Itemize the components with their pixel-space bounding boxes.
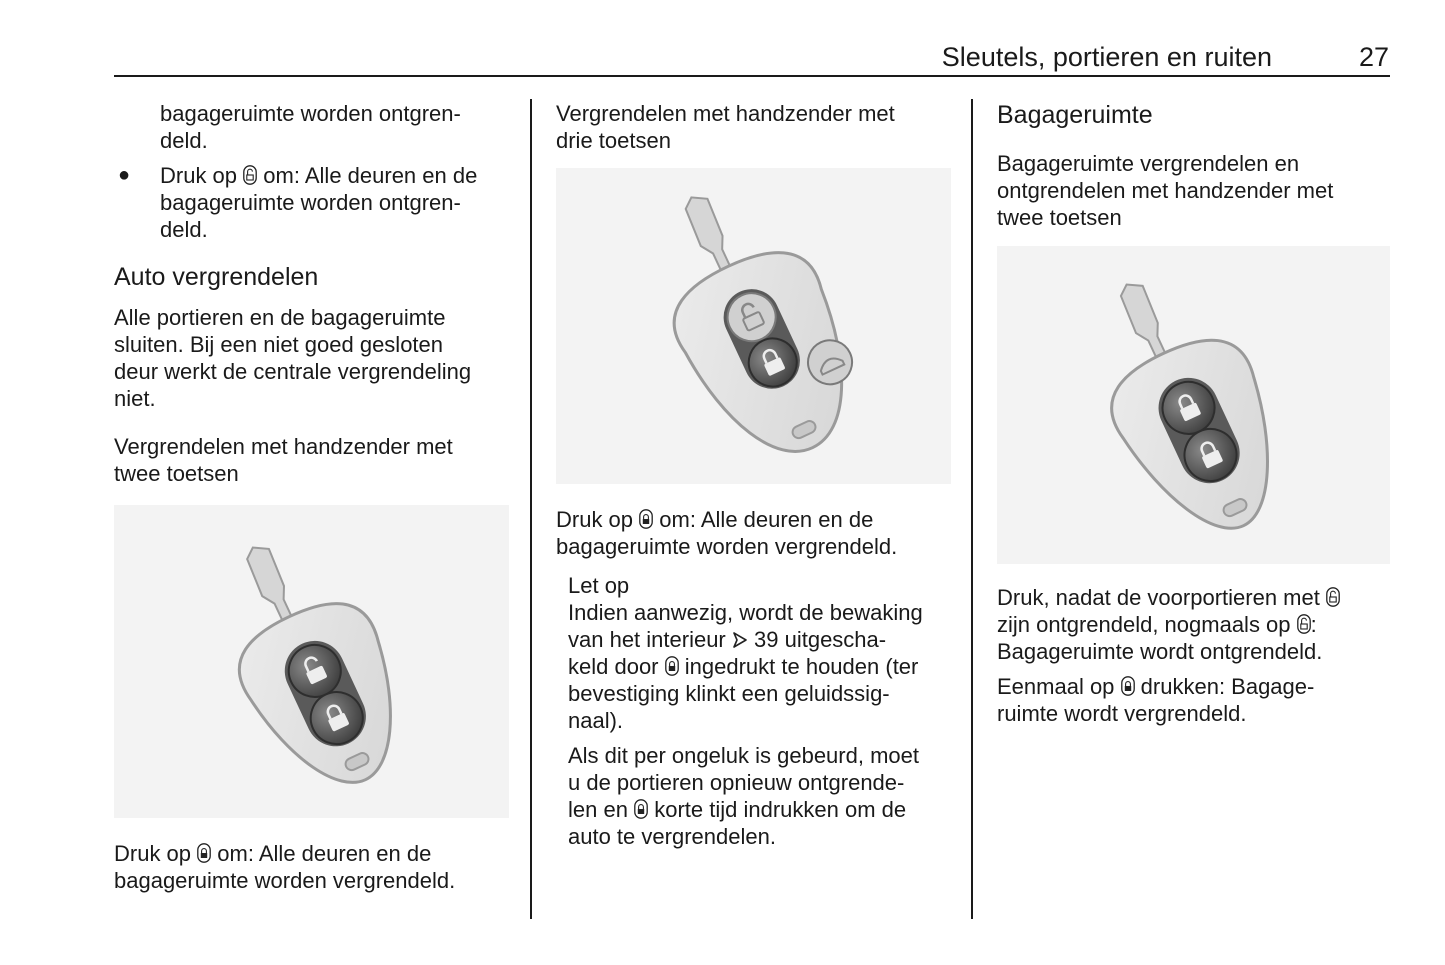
paragraph-line: deur werkt de centrale vergrendeling <box>114 359 472 384</box>
remote-key-icon <box>556 168 951 484</box>
column-divider-1 <box>530 99 532 919</box>
paragraph-line: : <box>1310 612 1317 637</box>
running-header-title: Sleutels, portieren en ruiten <box>941 42 1272 72</box>
section-heading: Bagageruimte <box>997 101 1153 129</box>
note-line: Indien aanwezig, wordt de bewaking <box>568 600 923 625</box>
caption-text: Druk op <box>114 841 192 866</box>
trunk-key-figure <box>997 246 1390 564</box>
note-line: 39 uitgescha- <box>754 627 887 652</box>
caption-text: Druk op <box>556 507 634 532</box>
unlock-icon <box>1297 614 1311 634</box>
paragraph-line: zijn ontgrendeld, nogmaals op <box>997 612 1291 637</box>
lock-icon <box>634 799 648 819</box>
remote-key-icon <box>997 246 1390 564</box>
paragraph-line: niet. <box>114 386 156 411</box>
paragraph-line: Eenmaal op <box>997 674 1115 699</box>
caption-text: om: Alle deuren en de <box>659 507 874 532</box>
bullet-text: deld. <box>160 217 208 242</box>
note-line: len en <box>568 797 628 822</box>
heading-line: ontgrendelen met handzender met <box>997 178 1334 203</box>
note-line: u de portieren opnieuw ontgrende- <box>568 770 905 795</box>
note-line: ingedrukt te houden (ter <box>684 654 919 679</box>
caption-text: bagageruimte worden vergrendeld. <box>556 534 898 559</box>
lock-icon <box>639 509 653 529</box>
note-line: van het interieur <box>568 627 726 652</box>
subsection-heading <box>114 433 514 487</box>
paragraph-line: sluiten. Bij een niet goed gesloten <box>114 332 444 357</box>
bullet-text: om: Alle deuren en de <box>263 163 478 188</box>
note-line: auto te vergrendelen. <box>568 824 776 849</box>
heading-line: Vergrendelen met handzender met <box>556 101 895 126</box>
column-1 <box>114 100 514 487</box>
heading-line: Bagageruimte vergrendelen en <box>997 151 1300 176</box>
paragraph-line: Alle portieren en de bagageruimte <box>114 305 446 330</box>
lock-icon <box>197 843 211 863</box>
note-line: Als dit per ongeluk is gebeurd, moet <box>568 743 919 768</box>
bullet-text: bagageruimte worden ontgren- <box>160 190 461 215</box>
column-3 <box>997 100 1392 231</box>
note-title: Let op <box>568 573 630 598</box>
caption-text: bagageruimte worden vergrendeld. <box>114 868 456 893</box>
note-paragraph <box>568 742 958 850</box>
paragraph <box>114 304 514 412</box>
bullet-text: Druk op <box>160 163 238 188</box>
note-box <box>568 572 958 850</box>
paragraph-line: drukken: Bagage- <box>1140 674 1315 699</box>
note-line: bevestiging klinkt een geluidssig- <box>568 681 890 706</box>
page-number: 27 <box>1358 42 1389 72</box>
subsection-heading <box>997 150 1392 231</box>
paragraph <box>997 584 1392 727</box>
heading-line: twee toetsen <box>997 205 1122 230</box>
lock-icon <box>1121 676 1135 696</box>
paragraph-line: Druk, nadat de voorportieren met <box>997 585 1320 610</box>
note-line: naal). <box>568 708 624 733</box>
two-button-key-figure <box>114 505 509 818</box>
heading-line: twee toetsen <box>114 461 239 486</box>
remote-key-icon <box>114 505 509 818</box>
paragraph-line: ruimte wordt vergrendeld. <box>997 701 1247 726</box>
unlock-icon <box>243 165 257 185</box>
note-line: keld door <box>568 654 659 679</box>
three-button-key-figure <box>556 168 951 484</box>
paragraph-line: Bagageruimte wordt ontgrendeld. <box>997 639 1323 664</box>
section-heading: Auto vergrendelen <box>114 263 319 291</box>
subsection-heading <box>556 100 956 154</box>
column-divider-2 <box>971 99 973 919</box>
lock-icon <box>665 656 679 676</box>
continued-text-line: bagageruimte worden ontgren- <box>160 101 461 126</box>
figure-caption <box>114 840 514 894</box>
page-reference-arrow-icon <box>732 631 748 649</box>
header-rule <box>114 75 1390 77</box>
figure-caption <box>556 506 956 560</box>
note-line: korte tijd indrukken om de <box>654 797 907 822</box>
bullet-dot: ● <box>118 164 131 186</box>
bullet-item <box>114 162 514 243</box>
heading-line: drie toetsen <box>556 128 671 153</box>
caption-text: om: Alle deuren en de <box>217 841 432 866</box>
unlock-icon <box>1326 587 1340 607</box>
heading-line: Vergrendelen met handzender met <box>114 434 453 459</box>
continued-text-line: deld. <box>160 128 208 153</box>
